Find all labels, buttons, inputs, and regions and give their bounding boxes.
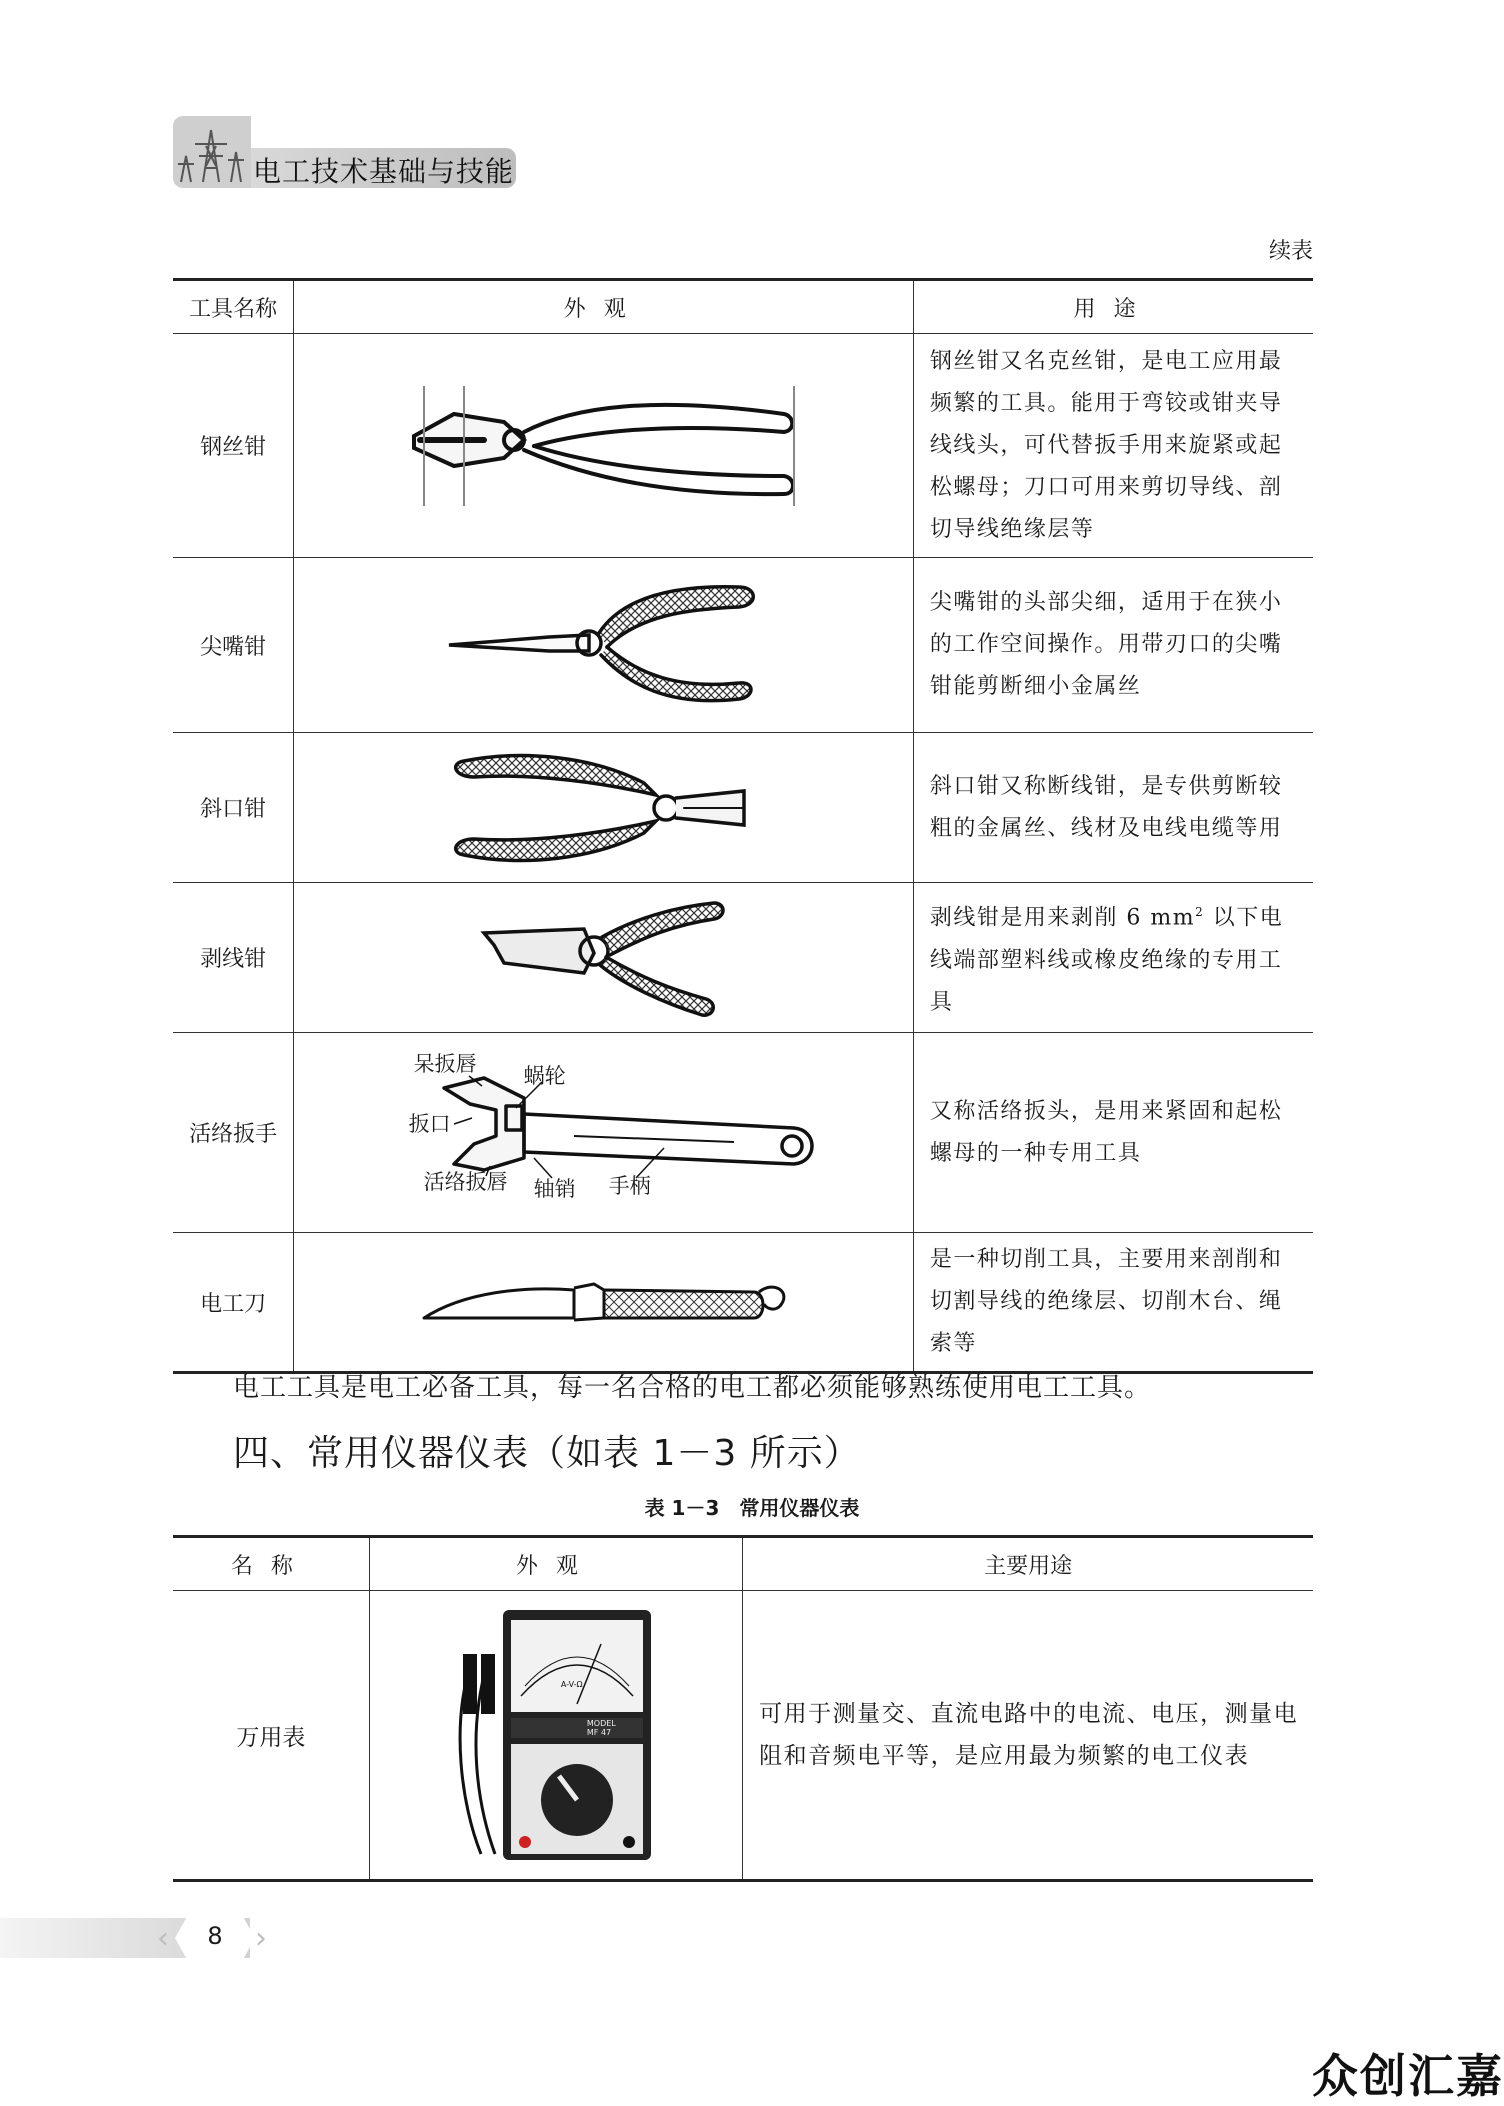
table-row xyxy=(173,1233,1313,1373)
tool-usage-text: 剥线钳是用来剥削 6 mm xyxy=(929,905,1196,931)
meter-model-line2: MF 47 xyxy=(586,1728,612,1737)
superscript: 2 xyxy=(1195,905,1205,920)
meter-scale-label: A-V-Ω xyxy=(560,1680,583,1689)
tool-image-cell xyxy=(294,883,914,1033)
multimeter-icon xyxy=(451,1604,661,1866)
header-usage: 用途 xyxy=(913,280,1313,334)
chevron-right-icon: › xyxy=(255,1921,267,1956)
instrument-name: 万用表 xyxy=(173,1591,369,1881)
tool-name: 钢丝钳 xyxy=(173,334,294,558)
tool-usage: 钢丝钳又名克丝钳，是电工应用最频繁的工具。能用于弯铰或钳夹导线线头，可代替扳手用来旋紧或起松螺母；刀口可用来剪切导线、剖切导线绝缘层等 xyxy=(913,334,1313,558)
tool-image-cell xyxy=(294,558,914,733)
table-caption: 表 1－3 常用仪器仪表 xyxy=(644,1496,860,1520)
tool-image-cell xyxy=(294,1033,914,1233)
wrench-diagram xyxy=(374,1048,834,1218)
tool-usage-text-cont: 以下电线端部塑料线或橡皮绝缘的专用工具 xyxy=(929,905,1284,1015)
tool-name: 电工刀 xyxy=(173,1233,294,1373)
wire-strippers-icon xyxy=(474,893,734,1023)
header-tool-name: 工具名称 xyxy=(173,280,294,334)
body-paragraph: 电工工具是电工必备工具，每一名合格的电工都必须能够熟练使用电工工具。 xyxy=(233,1373,1152,1403)
electrician-knife-icon xyxy=(414,1262,794,1342)
book-title: 电工技术基础与技能 xyxy=(253,155,515,188)
label-fixed-jaw: 呆扳唇 xyxy=(413,1051,477,1076)
table-header-row xyxy=(173,1537,1313,1591)
power-tower-icon xyxy=(173,116,251,188)
instrument-usage: 可用于测量交、直流电路中的电流、电压，测量电阻和音频电平等，是应用最为频繁的电工仪表 xyxy=(743,1591,1313,1881)
table-row xyxy=(173,334,1313,558)
needle-nose-pliers-icon xyxy=(439,575,769,715)
tool-image-cell xyxy=(294,733,914,883)
tool-name: 活络扳手 xyxy=(173,1033,294,1233)
tool-image-cell xyxy=(294,1233,914,1373)
tool-usage: 尖嘴钳的头部尖细，适用于在狭小的工作空间操作。用带刃口的尖嘴钳能剪断细小金属丝 xyxy=(913,558,1313,733)
meter-model-line1: MODEL xyxy=(586,1719,616,1728)
label-worm-gear: 蜗轮 xyxy=(523,1063,566,1088)
section-heading: 四、常用仪器仪表（如表 1－3 所示） xyxy=(233,1433,861,1474)
header-appearance: 外观 xyxy=(294,280,914,334)
table-row xyxy=(173,1591,1313,1881)
tool-usage: 是一种切削工具，主要用来剖削和切割导线的绝缘层、切削木台、绳索等 xyxy=(913,1233,1313,1373)
table-row xyxy=(173,1033,1313,1233)
tool-name: 尖嘴钳 xyxy=(173,558,294,733)
diagonal-cutters-icon xyxy=(444,743,764,873)
multimeter-figure xyxy=(451,1604,661,1866)
combination-pliers-icon xyxy=(394,366,814,526)
tool-usage: 斜口钳又称断线钳，是专供剪断较粗的金属丝、线材及电线电缆等用 xyxy=(913,733,1313,883)
label-pin: 轴销 xyxy=(533,1176,576,1201)
tool-usage: 又称活络扳头，是用来紧固和起松螺母的一种专用工具 xyxy=(913,1033,1313,1233)
header-logo-block xyxy=(173,116,251,188)
label-handle: 手柄 xyxy=(608,1173,651,1198)
table-header-row xyxy=(173,280,1313,334)
header-main-usage: 主要用途 xyxy=(743,1537,1313,1591)
instrument-image-cell xyxy=(369,1591,742,1881)
tool-name: 剥线钳 xyxy=(173,883,294,1033)
header-appearance: 外观 xyxy=(369,1537,742,1591)
tools-table xyxy=(173,278,1313,1374)
table-row xyxy=(173,883,1313,1033)
table-row xyxy=(173,733,1313,883)
table-row xyxy=(173,558,1313,733)
label-movable-jaw: 活络扳唇 xyxy=(423,1169,508,1194)
tool-image-cell xyxy=(294,334,914,558)
meter-model xyxy=(587,1719,616,1737)
header-name: 名称 xyxy=(173,1537,369,1591)
instruments-table xyxy=(173,1535,1313,1882)
label-mouth: 扳口 xyxy=(408,1111,451,1136)
tool-name: 斜口钳 xyxy=(173,733,294,883)
page-number: 8 xyxy=(207,1922,223,1950)
tool-usage xyxy=(913,883,1313,1033)
chevron-left-icon: ‹ xyxy=(157,1921,169,1956)
continued-label: 续表 xyxy=(1268,239,1313,264)
watermark: 众创汇嘉 xyxy=(1312,2049,1504,2103)
